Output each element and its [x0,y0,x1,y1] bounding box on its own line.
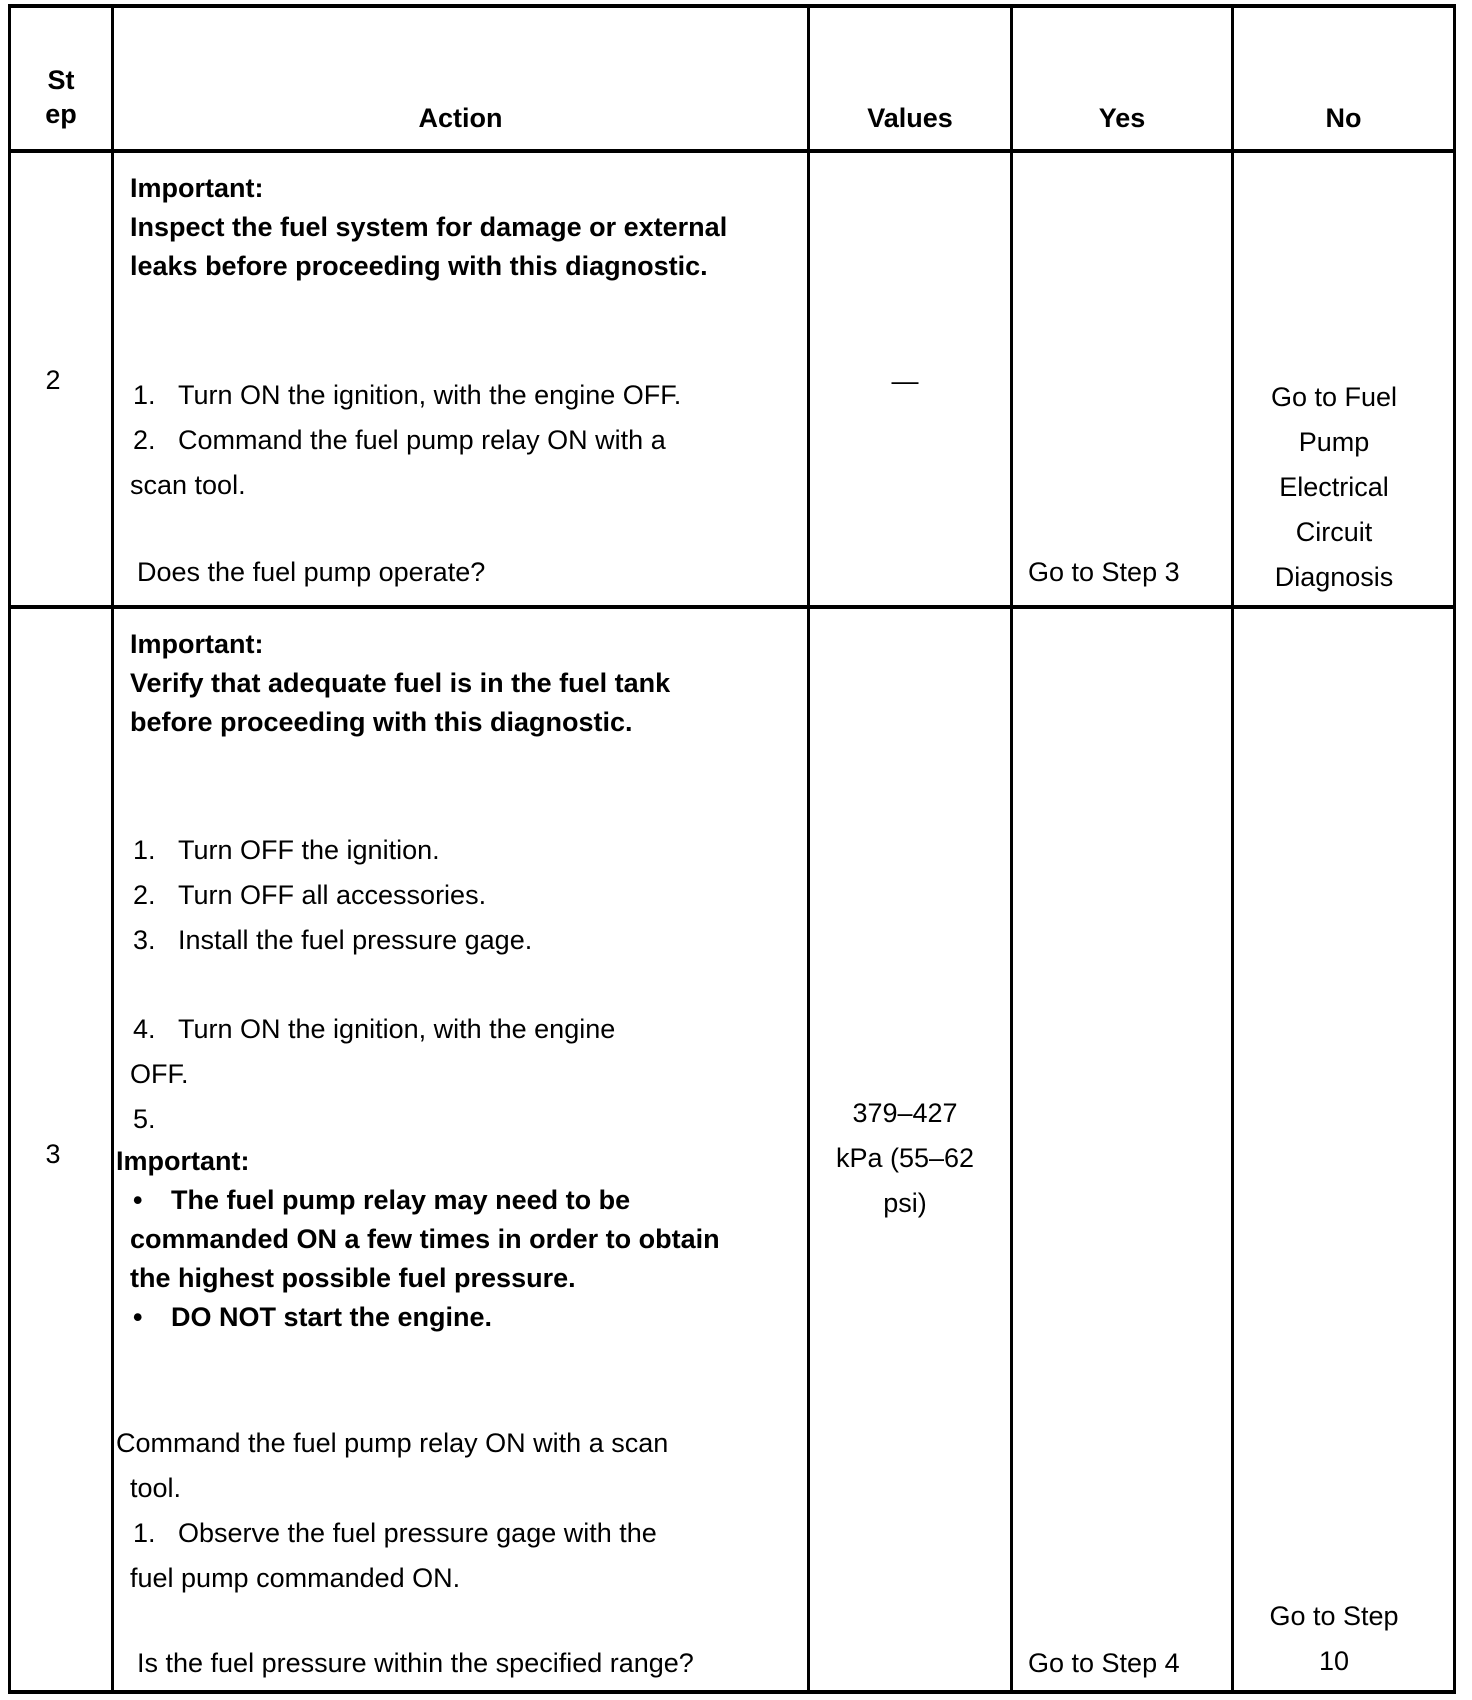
row-3-item-2-number: 2. [133,880,156,910]
row-2-value: — [891,366,919,396]
table-right-border [1453,4,1456,1691]
row-3-bullet-2-marker: • [133,1302,143,1332]
row-2-item-1-number: 1. [133,380,156,410]
row-2-step-number: 2 [45,365,61,395]
row-3-question: Is the fuel pressure within the specified range? [137,1648,694,1678]
row-3-bullet-2-line1: DO NOT start the engine. [171,1302,493,1332]
row-3-item-4-continuation: OFF. [130,1059,189,1089]
row-3-bullet-1-line3: the highest possible fuel pressure. [130,1263,576,1293]
header-step-line2: ep [45,99,77,129]
row-2-no-line1: Go to Fuel [1270,382,1398,412]
row-3-item-5-number: 5. [133,1104,156,1134]
row-3-item-1-text: Turn OFF the ignition. [178,835,440,865]
header-values: Values [867,103,953,133]
table-left-border [8,4,11,1691]
row-2-yes: Go to Step 3 [1028,557,1180,587]
row-2-no-line3: Electrical [1279,472,1389,502]
values-column-divider [1010,4,1013,1691]
row-3-item-1-number: 1. [133,835,156,865]
row-3-item-4-text: Turn ON the ignition, with the engine [178,1014,616,1044]
row-3-no [1234,1594,1434,1684]
row-3-command-line2: tool. [130,1473,182,1503]
row-2-no-line4: Circuit [1295,517,1373,547]
row-3-value-line3: psi) [883,1188,927,1218]
step-column-divider [111,4,114,1691]
row-3-value-line1: 379–427 [852,1098,958,1128]
row-3-bullet-1-marker: • [133,1185,143,1215]
header-bottom-border [8,149,1456,153]
row-2-item-2-text: Command the fuel pump relay ON with a [178,425,666,455]
row-3-important-line1: Verify that adequate fuel is in the fuel tank [130,668,671,698]
header-no: No [1325,103,1362,133]
row-2-item-1-text: Turn ON the ignition, with the engine OFF. [178,380,682,410]
row-3-observe-number: 1. [133,1518,156,1548]
row-2-important-line1: Inspect the fuel system for damage or external [130,212,728,242]
row-3-important-line2: before proceeding with this diagnostic. [130,707,633,737]
row-3-important-label: Important: [130,629,264,659]
row-3-item-4-number: 4. [133,1014,156,1044]
row-3-yes: Go to Step 4 [1028,1648,1180,1678]
action-column-divider [807,4,810,1691]
row-3-item-3-number: 3. [133,925,156,955]
row-2-no-line5: Diagnosis [1274,562,1394,592]
header-step [11,63,111,131]
row-2-no-line2: Pump [1298,427,1370,457]
row-3-item-2-text: Turn OFF all accessories. [178,880,487,910]
row-2-important-label: Important: [130,173,264,203]
row-3-step-number: 3 [45,1139,61,1169]
row-3-bullet-1-line2: commanded ON a few times in order to obtain [130,1224,720,1254]
row-3-command-line1: Command the fuel pump relay ON with a scan [116,1428,669,1458]
row-3-no-line2: 10 [1318,1646,1350,1676]
row-3-bullet-1-line1: The fuel pump relay may need to be [171,1185,631,1215]
row-2-bottom-border [8,605,1456,609]
header-yes: Yes [1098,103,1146,133]
row-2-item-2-continuation: scan tool. [130,470,246,500]
row-3-value-line2: kPa (55–62 [835,1143,975,1173]
yes-column-divider [1231,4,1234,1691]
row-3-observe-continuation: fuel pump commanded ON. [130,1563,461,1593]
row-3-important2-label: Important: [116,1146,250,1176]
row-3-no-line1: Go to Step [1269,1601,1399,1631]
row-3-observe-text: Observe the fuel pressure gage with the [178,1518,657,1548]
header-action: Action [418,103,503,133]
row-2-no [1234,375,1434,600]
header-step-line1: St [47,65,75,95]
table-top-border [8,4,1456,8]
row-2-important-line2: leaks before proceeding with this diagnostic. [130,251,708,281]
row-2-item-2-number: 2. [133,425,156,455]
row-2-question: Does the fuel pump operate? [137,557,486,587]
row-3-item-3-text: Install the fuel pressure gage. [178,925,533,955]
row-3-value [810,1091,1000,1226]
table-bottom-border [8,1690,1456,1694]
